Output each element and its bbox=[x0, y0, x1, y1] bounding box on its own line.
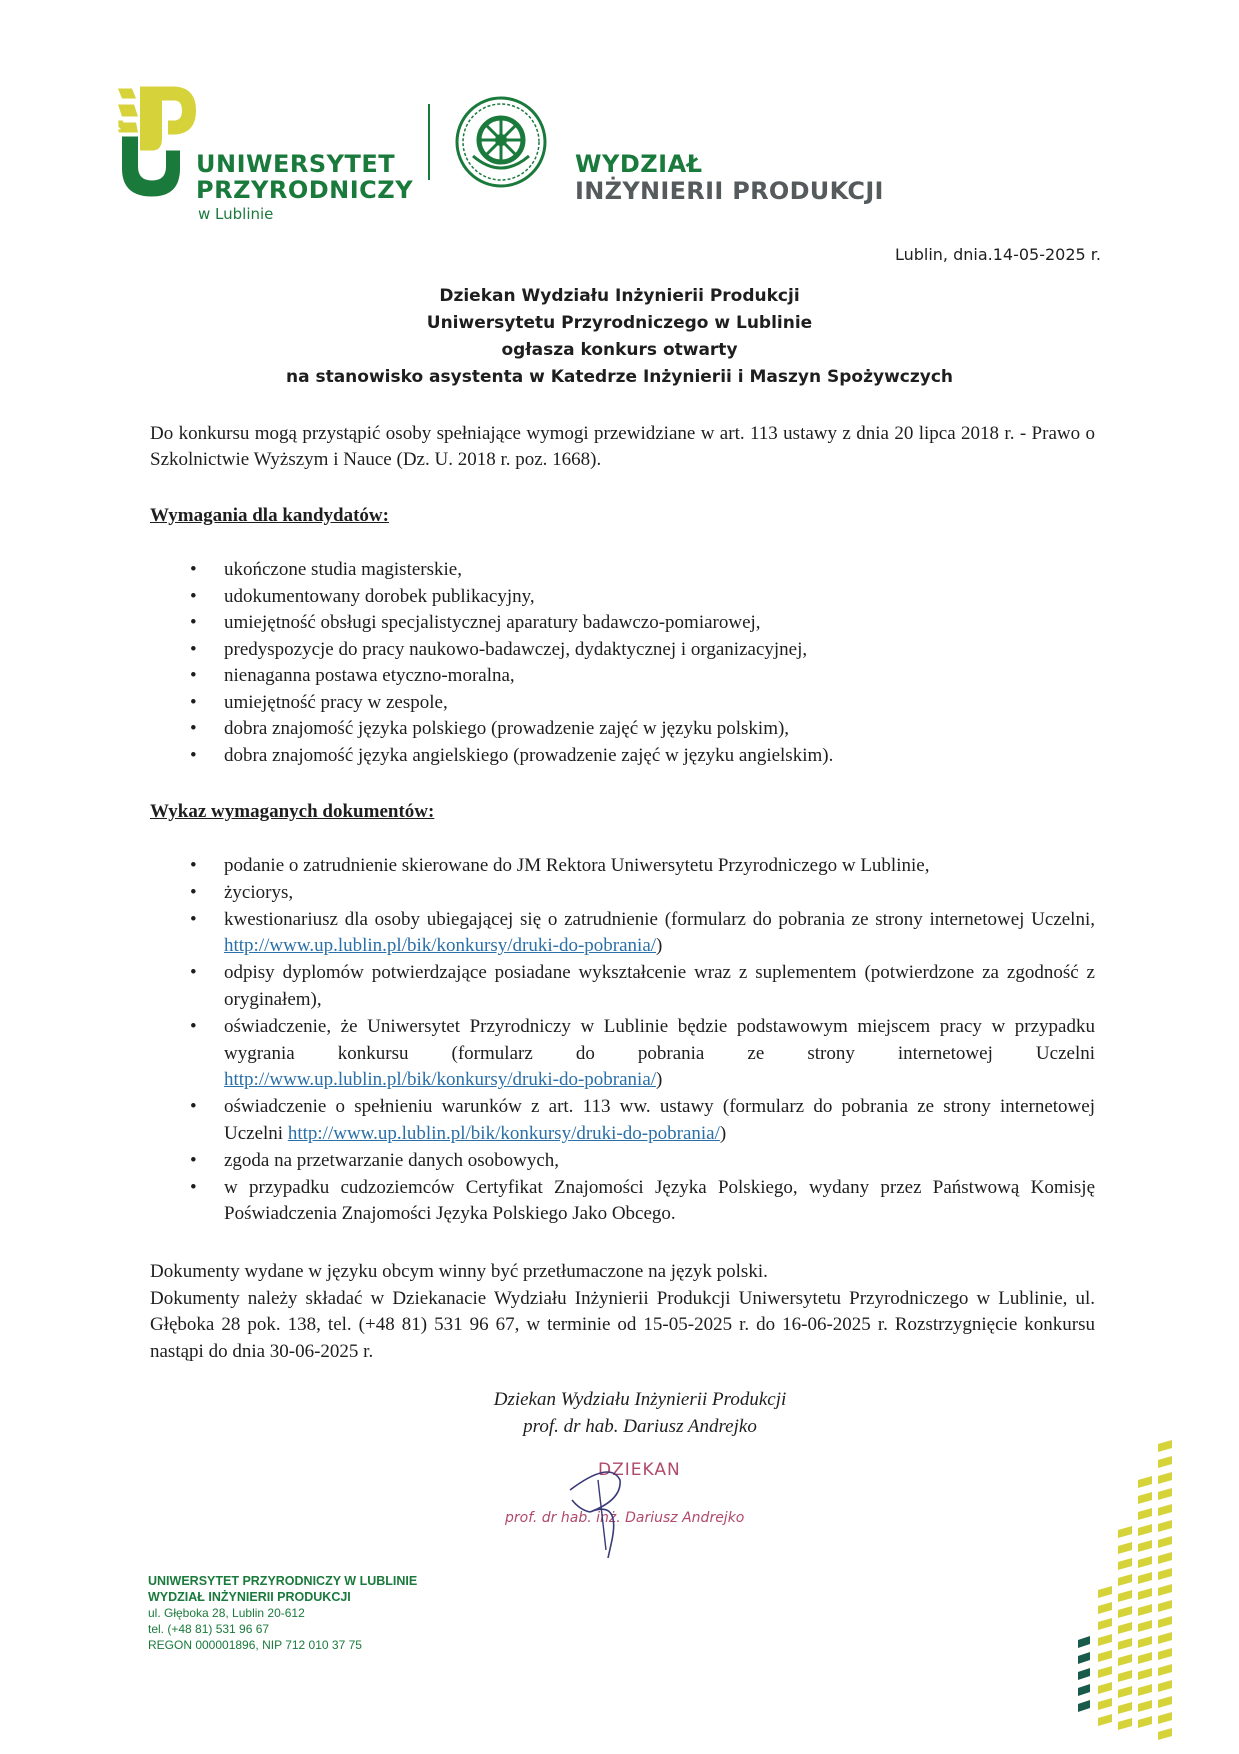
list-item: • odpisy dyplomów potwierdzające posiadane wykształcenie wraz z suplementem (potwierdzone za zgodność z oryginałem), bbox=[150, 960, 1095, 1014]
faculty-name-line2: INŻYNIERII PRODUKCJI bbox=[575, 177, 884, 205]
footer-line2: WYDZIAŁ INŻYNIERII PRODUKCJI bbox=[148, 1590, 351, 1604]
footer-line5: REGON 000001896, NIP 712 010 37 75 bbox=[148, 1638, 362, 1652]
wheat-stripes-icon bbox=[1060, 1440, 1180, 1740]
university-name-line2: PRZYRODNICZY bbox=[196, 176, 414, 204]
item-text: oświadczenie, że Uniwersytet Przyrodniczy w Lublinie będzie podstawowym miejscem pracy w przypadku wygrania konkursu (formularz do pobrania ze strony internetowej Uczelni bbox=[224, 1015, 1095, 1064]
list-item: • umiejętność obsługi specjalistycznej aparatury badawczo-pomiarowej, bbox=[150, 610, 1095, 637]
footer-address bbox=[148, 1573, 417, 1653]
logo-divider bbox=[428, 104, 430, 180]
footer-line1: UNIWERSYTET PRZYRODNICZY W LUBLINIE bbox=[148, 1574, 418, 1588]
forms-download-link[interactable]: http://www.up.lublin.pl/bik/konkursy/druki-do-pobrania/ bbox=[224, 1069, 657, 1091]
list-item: • umiejętność pracy w zespole, bbox=[150, 690, 1095, 717]
forms-download-link[interactable]: http://www.up.lublin.pl/bik/konkursy/druki-do-pobrania/ bbox=[287, 1122, 720, 1144]
title-line4: na stanowisko asystenta w Katedrze Inżynierii i Maszyn Spożywczych bbox=[285, 367, 954, 387]
faculty-name-line1: WYDZIAŁ bbox=[575, 150, 703, 178]
requirements-list bbox=[150, 557, 1095, 769]
closing-para2: Dokumenty należy składać w Dziekanacie Wydziału Inżynierii Produkcji Uniwersytetu Przyrodniczego w Lublinie, ul. Głęboka 28 pok. 138, tel. (+48 81) 531 96 67, w terminie od 15-05-2025 r. do 16-06-2025 r. Rozstrzygnięcie konkursu nastąpi do dnia 30-06-2025 r. bbox=[150, 1287, 1095, 1362]
list-item bbox=[150, 1094, 1095, 1148]
item-text: ) bbox=[719, 1122, 727, 1144]
item-text: ) bbox=[656, 1069, 663, 1091]
university-name-line1: UNIWERSYTET bbox=[196, 150, 396, 178]
handwritten-signature-icon bbox=[550, 1450, 660, 1560]
title-line2: Uniwersytetu Przyrodniczego w Lublinie bbox=[426, 313, 813, 333]
university-name bbox=[196, 152, 413, 222]
list-item bbox=[150, 1014, 1095, 1094]
list-item bbox=[150, 907, 1095, 961]
document-date: Lublin, dnia.14-05-2025 r. bbox=[894, 245, 1101, 264]
list-item: • udokumentowany dorobek publikacyjny, bbox=[150, 584, 1095, 611]
list-item: • dobra znajomość języka polskiego (prowadzenie zajęć w języku polskim), bbox=[150, 716, 1095, 743]
intro-paragraph: Do konkursu mogą przystąpić osoby spełniające wymogi przewidziane w art. 113 ustawy z dnia 20 lipca 2018 r. - Prawo o Szkolnictwie Wyższym i Nauce (Dz. U. 2018 r. poz. 1668). bbox=[150, 423, 1095, 470]
forms-download-link[interactable]: http://www.up.lublin.pl/bik/konkursy/druki-do-pobrania/ bbox=[224, 935, 657, 957]
item-text: oświadczenie o spełnieniu warunków z art. 113 ww. ustawy (formularz do pobrania ze strony internetowej Uczelni bbox=[224, 1096, 1095, 1144]
up-letter-mark bbox=[118, 78, 198, 203]
title-line3: ogłasza konkurs otwarty bbox=[501, 340, 738, 360]
list-item: • nienaganna postawa etyczno-moralna, bbox=[150, 663, 1095, 690]
closing-paragraph bbox=[150, 1259, 1095, 1365]
item-text: ) bbox=[656, 935, 663, 957]
requirements-heading: Wymagania dla kandydatów: bbox=[150, 505, 389, 526]
footer-line3: ul. Głęboka 28, Lublin 20-612 bbox=[148, 1606, 305, 1620]
footer-line4: tel. (+48 81) 531 96 67 bbox=[148, 1622, 270, 1636]
list-item: • predyspozycje do pracy naukowo-badawczej, dydaktycznej i organizacyjnej, bbox=[150, 637, 1095, 664]
title-line1: Dziekan Wydziału Inżynierii Produkcji bbox=[439, 286, 800, 306]
stamp-name: prof. dr hab. inż. Dariusz Andrejko bbox=[505, 1510, 745, 1526]
faculty-name bbox=[575, 152, 884, 203]
closing-line1: Dokumenty wydane w języku obcym winny być przetłumaczone na język polski. bbox=[150, 1261, 768, 1282]
list-item: • w przypadku cudzoziemców Certyfikat Znajomości Języka Polskiego, wydany przez Państwową Komisję Poświadczenia Znajomości Języka Polskiego Jako Obcego. bbox=[150, 1175, 1095, 1229]
signature-line1: Dziekan Wydziału Inżynierii Produkcji bbox=[493, 1389, 787, 1410]
list-item: • ukończone studia magisterskie, bbox=[150, 557, 1095, 584]
list-item: • zgoda na przetwarzanie danych osobowych, bbox=[150, 1148, 1095, 1175]
signature-line2: prof. dr hab. Dariusz Andrejko bbox=[523, 1416, 757, 1437]
university-name-line3: w Lublinie bbox=[198, 205, 274, 223]
documents-list bbox=[150, 853, 1095, 1228]
list-item: • dobra znajomość języka angielskiego (prowadzenie zajęć w języku angielskim). bbox=[150, 743, 1095, 770]
signature-block bbox=[400, 1386, 880, 1440]
documents-heading: Wykaz wymaganych dokumentów: bbox=[150, 801, 435, 822]
item-text: kwestionariusz dla osoby ubiegającej się o zatrudnienie (formularz do pobrania ze strony internetowej Uczelni, bbox=[224, 908, 1095, 930]
announcement-title bbox=[0, 283, 1239, 391]
wheel-emblem-icon bbox=[455, 96, 547, 188]
list-item: • życiorys, bbox=[150, 880, 1095, 907]
stamp-title: DZIEKAN bbox=[598, 1460, 681, 1480]
list-item: • podanie o zatrudnienie skierowane do JM Rektora Uniwersytetu Przyrodniczego w Lublinie, bbox=[150, 853, 1095, 880]
